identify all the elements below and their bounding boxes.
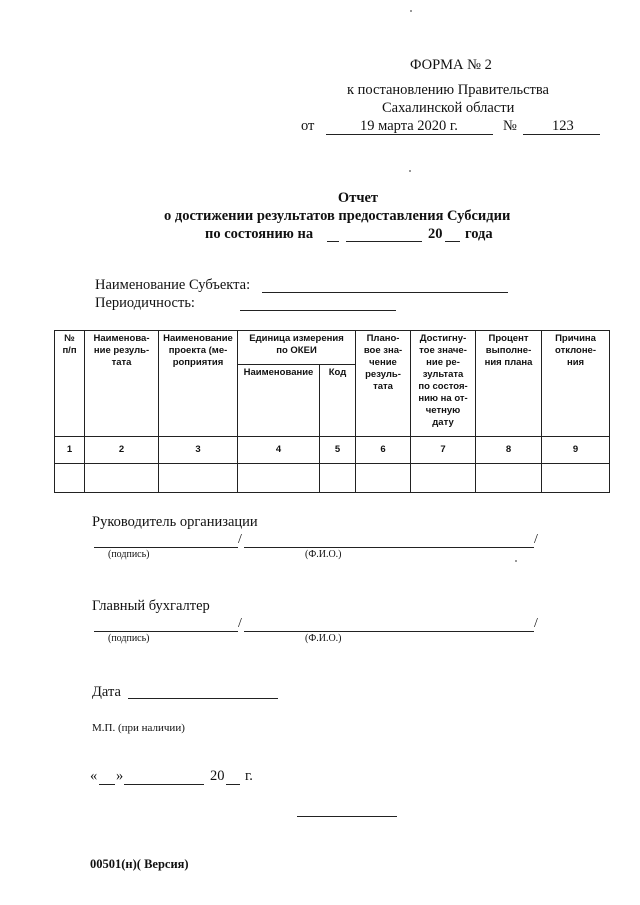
table-row (55, 464, 610, 493)
header-col-number: № п/п (55, 331, 85, 437)
period-field[interactable] (240, 310, 396, 311)
header-col-percent: Процент выполне- ния плана (476, 331, 542, 437)
day-blank[interactable] (99, 784, 115, 785)
stamp-label: М.П. (при наличии) (92, 722, 185, 734)
column-number: 8 (476, 437, 542, 464)
head-signature-field[interactable] (94, 547, 238, 548)
accountant-fio-field[interactable] (244, 631, 534, 632)
accountant-signature-field[interactable] (94, 631, 238, 632)
head-fio-field[interactable] (244, 547, 534, 548)
year-prefix: 20 (210, 768, 225, 784)
column-numbers-row (55, 437, 610, 464)
header-col-achieved: Достигну- тое значе- ние ре- зультата по состоя- нию на от- четную дату (411, 331, 476, 437)
column-number: 7 (411, 437, 476, 464)
column-number: 5 (320, 437, 356, 464)
accountant-sign-caption: (подпись) (108, 633, 150, 644)
header-col-result-name: Наименова- ние резуль- тата (85, 331, 159, 437)
blank-line (297, 816, 397, 817)
table-cell[interactable] (476, 464, 542, 493)
form-number: ФОРМА № 2 (410, 57, 492, 73)
table-cell[interactable] (85, 464, 159, 493)
column-number: 4 (238, 437, 320, 464)
head-label: Руководитель организации (92, 514, 258, 530)
head-sign-caption: (подпись) (108, 549, 150, 560)
year-blank[interactable] (226, 784, 240, 785)
report-title: Отчет (337, 190, 379, 206)
header-line-2: Сахалинской области (382, 100, 515, 116)
head-slash-1: / (238, 532, 242, 547)
report-subtitle: о достижении результатов предоставления Субсидии (164, 208, 511, 224)
head-slash-2: / (534, 532, 538, 547)
accountant-slash-1: / (238, 616, 242, 631)
order-date: 19 марта 2020 г. (360, 118, 458, 134)
header-col-reason: Причина отклоне- ния (542, 331, 610, 437)
accountant-slash-2: / (534, 616, 538, 631)
scan-speck (409, 170, 411, 172)
quote-close: » (116, 768, 124, 784)
date-field[interactable] (128, 698, 278, 699)
report-table (54, 330, 610, 493)
table-cell[interactable] (411, 464, 476, 493)
table-cell[interactable] (55, 464, 85, 493)
quote-open: « (90, 768, 98, 784)
scan-speck (515, 560, 517, 562)
year-suffix: г. (245, 768, 253, 784)
version-code: 00501(н)( Версия) (90, 857, 189, 871)
column-number: 3 (159, 437, 238, 464)
from-label: от (301, 118, 315, 134)
head-fio-caption: (Ф.И.О.) (305, 549, 342, 560)
column-number: 6 (356, 437, 411, 464)
table-cell[interactable] (159, 464, 238, 493)
period-label: Периодичность: (95, 295, 195, 311)
month-blank[interactable] (124, 784, 204, 785)
month-underline (346, 241, 422, 242)
accountant-fio-caption: (Ф.И.О.) (305, 633, 342, 644)
table-cell[interactable] (320, 464, 356, 493)
number-label: № (503, 118, 517, 134)
column-number: 2 (85, 437, 159, 464)
table-cell[interactable] (356, 464, 411, 493)
date-label: Дата (92, 684, 121, 700)
accountant-label: Главный бухгалтер (92, 598, 210, 614)
day-underline (327, 241, 339, 242)
subject-label: Наименование Субъекта: (95, 277, 251, 293)
report-year-prefix: 20 (428, 226, 443, 242)
table-cell[interactable] (238, 464, 320, 493)
report-as-of-label: по состоянию на (205, 226, 314, 242)
header-unit-code: Код (320, 365, 356, 437)
column-number: 9 (542, 437, 610, 464)
header-col-project-name: Наименование проекта (ме- роприятия (159, 331, 238, 437)
table-cell[interactable] (542, 464, 610, 493)
column-number: 1 (55, 437, 85, 464)
header-line-1: к постановлению Правительства (347, 82, 549, 98)
header-unit-name: Наименование (238, 365, 320, 437)
report-year-suffix: года (465, 226, 493, 242)
year-underline (445, 241, 460, 242)
subject-field[interactable] (262, 292, 508, 293)
order-number: 123 (552, 118, 574, 134)
scan-speck (410, 10, 412, 12)
header-unit-group: Единица измерения по ОКЕИ (238, 331, 356, 365)
header-col-planned: Плано- вое зна- чение резуль- тата (356, 331, 411, 437)
